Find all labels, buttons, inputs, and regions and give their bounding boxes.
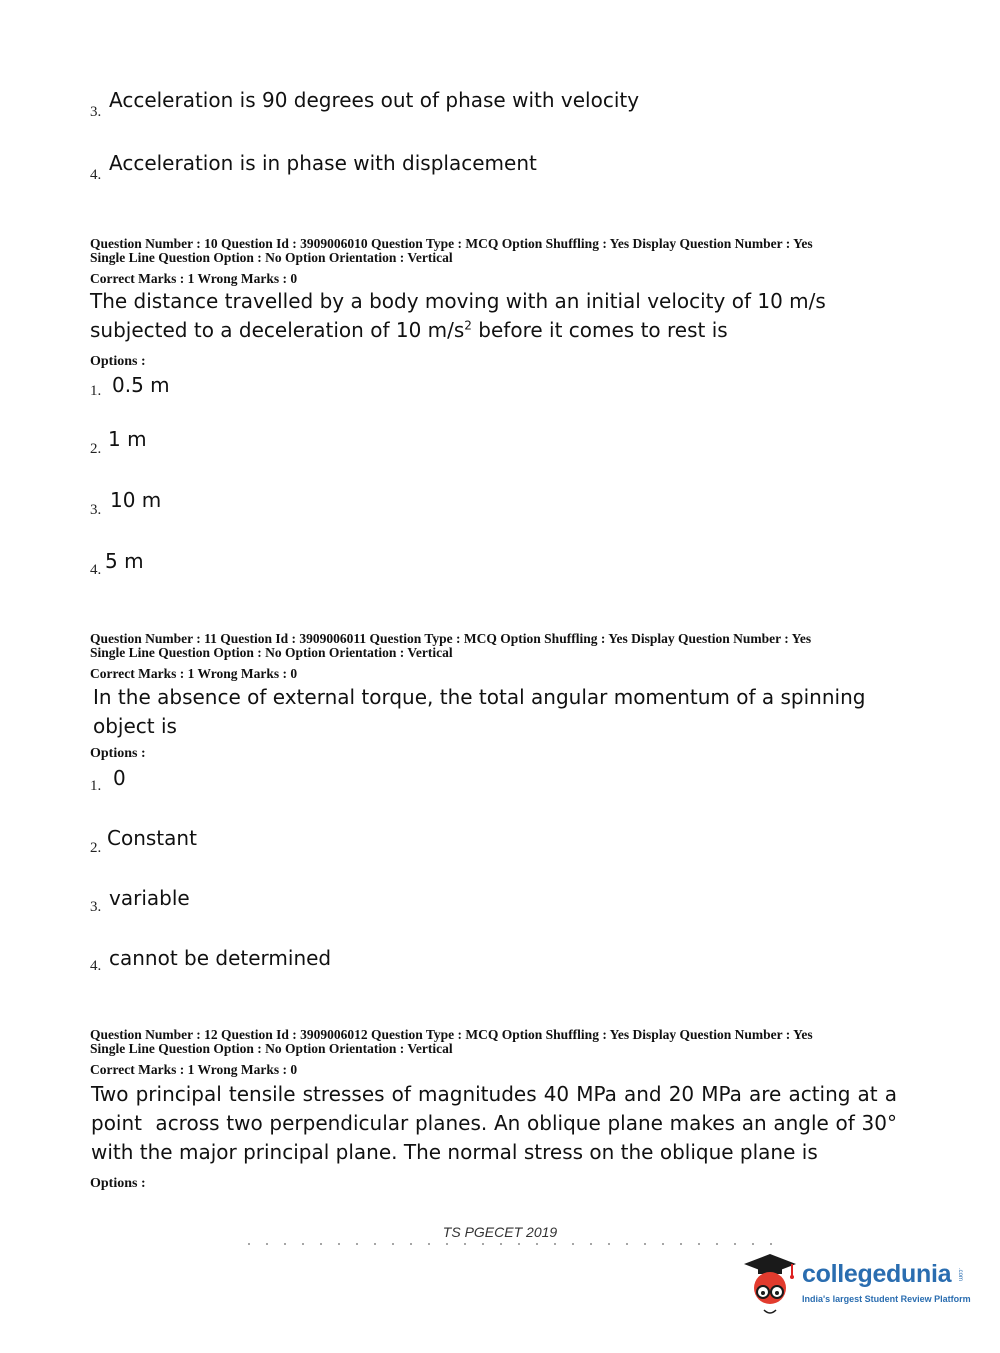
logo-name: collegedunia [802,1260,952,1288]
option-text: 5 m [105,549,144,573]
options-label: Options : [90,354,146,369]
question-meta [90,1028,813,1056]
marks-line: Correct Marks : 1 Wrong Marks : 0 [90,1062,298,1077]
option-number: 1. [90,383,102,399]
question-text [90,287,910,345]
option-text: Constant [107,826,197,850]
option-number: 4. [90,167,102,183]
marks-line: Correct Marks : 1 Wrong Marks : 0 [90,271,298,286]
option-text: 10 m [110,488,162,512]
option-number: 3. [90,104,102,120]
collegedunia-logo [740,1246,970,1318]
marks-line: Correct Marks : 1 Wrong Marks : 0 [90,666,298,681]
dotted-divider [240,1243,780,1245]
option-text: cannot be determined [109,946,332,970]
option-text: 1 m [108,427,147,451]
meta-line: Single Line Question Option : No Option Orientation : Vertical [90,250,453,265]
meta-line: Single Line Question Option : No Option Orientation : Vertical [90,645,453,660]
logo-domain: .com [957,1268,963,1282]
question-meta [90,632,811,660]
meta-line: Single Line Question Option : No Option Orientation : Vertical [90,1041,453,1056]
option-number: 4. [90,958,102,974]
meta-line: Question Number : 10 Question Id : 3909006010 Question Type : MCQ Option Shuffling : Yes Display Question Number : Yes [90,236,813,251]
option-number: 1. [90,778,102,794]
logo-tagline: India's largest Student Review Platform [802,1294,971,1304]
option-text: 0.5 m [112,373,170,397]
option-text: Acceleration is in phase with displacement [109,151,537,175]
options-label: Options : [90,1176,146,1191]
option-number: 4. [90,562,102,578]
option-text: variable [109,886,190,910]
question-text-part: before it comes to rest is [471,318,728,342]
meta-line: Question Number : 12 Question Id : 3909006012 Question Type : MCQ Option Shuffling : Yes Display Question Number : Yes [90,1027,813,1042]
question-text-part: The distance travelled by a body moving with an initial velocity of 10 m/s subjected to a deceleration of 10 m/s [90,289,826,342]
meta-line: Question Number : 11 Question Id : 3909006011 Question Type : MCQ Option Shuffling : Yes Display Question Number : Yes [90,631,812,646]
option-number: 3. [90,502,102,518]
option-number: 3. [90,899,102,915]
footer-text: TS PGECET 2019 [442,1224,558,1240]
question-meta [90,237,813,265]
option-number: 2. [90,840,102,856]
options-label: Options : [90,746,146,761]
option-number: 2. [90,441,102,457]
superscript: 2 [464,318,472,333]
option-text: 0 [113,766,126,790]
mascot-icon [740,1246,800,1318]
option-text: Acceleration is 90 degrees out of phase with velocity [109,88,640,112]
question-text: In the absence of external torque, the total angular momentum of a spinning object is [93,685,866,738]
question-text: Two principal tensile stresses of magnitudes 40 MPa and 20 MPa are acting at a point across two perpendicular planes. An oblique plane makes an angle of 30° with the major principal plane. The normal stress on the oblique plane is [91,1082,904,1164]
